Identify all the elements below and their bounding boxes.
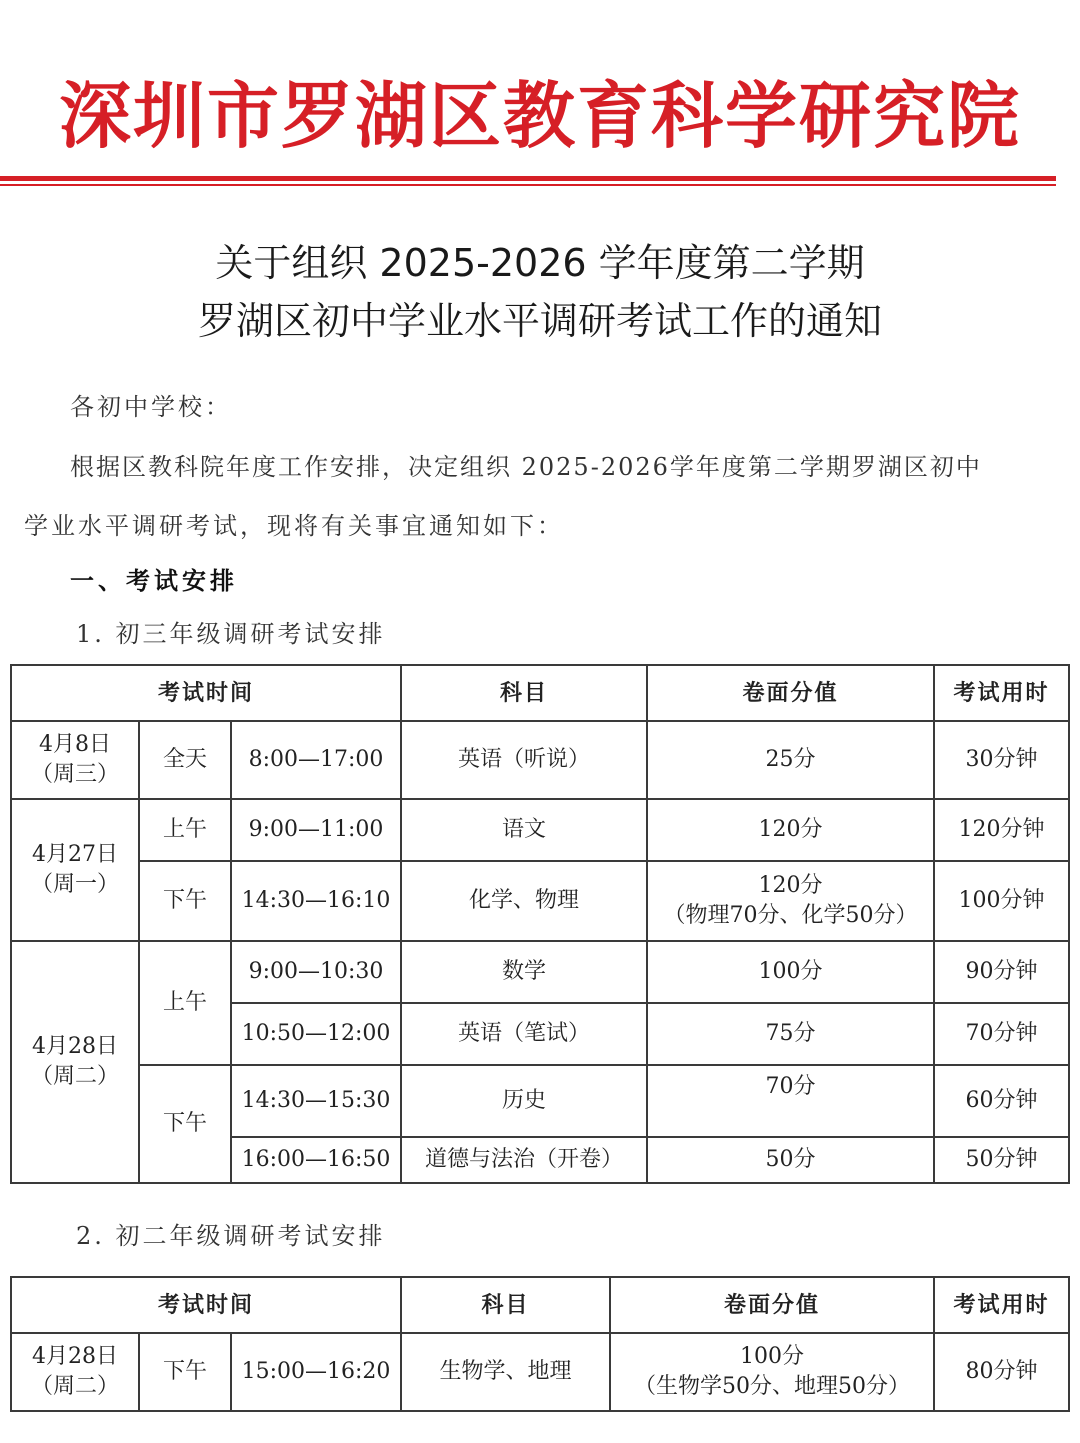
period-cell: 上午	[139, 941, 231, 1065]
score-cell: 50分	[647, 1137, 934, 1183]
subject-cell: 历史	[401, 1065, 647, 1137]
table-row	[11, 861, 1069, 941]
table-row	[11, 799, 1069, 861]
time-cell: 9:00—11:00	[231, 799, 401, 861]
table-row	[11, 941, 1069, 1003]
date-cell	[11, 721, 139, 799]
table-row	[11, 721, 1069, 799]
doc-title-line1: 关于组织 2025-2026 学年度第二学期	[215, 241, 865, 285]
duration-cell: 70分钟	[934, 1003, 1069, 1065]
weekday-text: （周三）	[30, 762, 119, 787]
letterhead-rule-thick	[0, 176, 1056, 181]
score-cell: 120分	[647, 799, 934, 861]
duration-cell: 80分钟	[934, 1333, 1069, 1411]
body-paragraph-line1: 根据区教科院年度工作安排，决定组织 2025-2026学年度第二学期罗湖区初中	[70, 453, 982, 481]
grade8-exam-table	[10, 1276, 1070, 1412]
date-cell	[11, 1333, 139, 1411]
date-cell	[11, 799, 139, 941]
grade9-exam-table	[10, 664, 1070, 1184]
table-header-row	[11, 1277, 1069, 1333]
date-text: 4月28日	[32, 1344, 118, 1369]
table-row	[11, 1333, 1069, 1411]
time-cell: 16:00—16:50	[231, 1137, 401, 1183]
section-heading-exam-arrangement: 一、考试安排	[70, 567, 238, 595]
period-cell: 下午	[139, 1065, 231, 1183]
salutation: 各初中学校：	[70, 393, 232, 421]
duration-cell: 60分钟	[934, 1065, 1069, 1137]
duration-cell: 100分钟	[934, 861, 1069, 941]
score-total: 100分	[740, 1344, 804, 1369]
subject-cell: 英语（笔试）	[401, 1003, 647, 1065]
duration-cell: 30分钟	[934, 721, 1069, 799]
table-row	[11, 1065, 1069, 1137]
header-score: 卷面分值	[647, 665, 934, 721]
period-cell: 全天	[139, 721, 231, 799]
score-cell	[610, 1333, 934, 1411]
org-letterhead: 深圳市罗湖区教育科学研究院	[58, 74, 1021, 158]
time-cell: 10:50—12:00	[231, 1003, 401, 1065]
period-cell: 下午	[139, 1333, 231, 1411]
time-cell: 14:30—15:30	[231, 1065, 401, 1137]
subheading-grade9: 1. 初三年级调研考试安排	[76, 620, 386, 648]
period-cell: 上午	[139, 799, 231, 861]
date-text: 4月27日	[32, 842, 118, 867]
header-subject: 科目	[401, 665, 647, 721]
table-header-row	[11, 665, 1069, 721]
header-exam-time: 考试时间	[11, 665, 401, 721]
subject-cell: 化学、物理	[401, 861, 647, 941]
subject-cell: 英语（听说）	[401, 721, 647, 799]
subheading-grade8: 2. 初二年级调研考试安排	[76, 1222, 386, 1250]
duration-cell: 120分钟	[934, 799, 1069, 861]
doc-title-line2: 罗湖区初中学业水平调研考试工作的通知	[197, 299, 882, 343]
score-cell: 100分	[647, 941, 934, 1003]
weekday-text: （周一）	[30, 872, 119, 897]
period-cell: 下午	[139, 861, 231, 941]
date-text: 4月8日	[39, 732, 111, 757]
header-exam-time: 考试时间	[11, 1277, 401, 1333]
body-paragraph-line2: 学业水平调研考试，现将有关事宜通知如下：	[24, 512, 564, 540]
time-cell: 9:00—10:30	[231, 941, 401, 1003]
score-cell	[647, 861, 934, 941]
subject-cell: 语文	[401, 799, 647, 861]
header-score: 卷面分值	[610, 1277, 934, 1333]
subject-cell: 生物学、地理	[401, 1333, 610, 1411]
header-subject: 科目	[401, 1277, 610, 1333]
score-breakdown: （物理70分、化学50分）	[663, 903, 918, 928]
score-breakdown: （生物学50分、地理50分）	[634, 1374, 910, 1399]
subject-cell: 数学	[401, 941, 647, 1003]
header-duration: 考试用时	[934, 665, 1069, 721]
date-cell	[11, 941, 139, 1183]
score-cell: 70分	[647, 1065, 934, 1137]
score-cell: 75分	[647, 1003, 934, 1065]
header-duration: 考试用时	[934, 1277, 1069, 1333]
subject-cell: 道德与法治（开卷）	[401, 1137, 647, 1183]
time-cell: 8:00—17:00	[231, 721, 401, 799]
date-text: 4月28日	[32, 1034, 118, 1059]
score-total: 120分	[758, 873, 823, 898]
weekday-text: （周二）	[30, 1374, 119, 1399]
time-cell: 15:00—16:20	[231, 1333, 401, 1411]
duration-cell: 50分钟	[934, 1137, 1069, 1183]
time-cell: 14:30—16:10	[231, 861, 401, 941]
letterhead-rule-thin	[0, 184, 1056, 186]
duration-cell: 90分钟	[934, 941, 1069, 1003]
score-cell: 25分	[647, 721, 934, 799]
weekday-text: （周二）	[30, 1064, 119, 1089]
